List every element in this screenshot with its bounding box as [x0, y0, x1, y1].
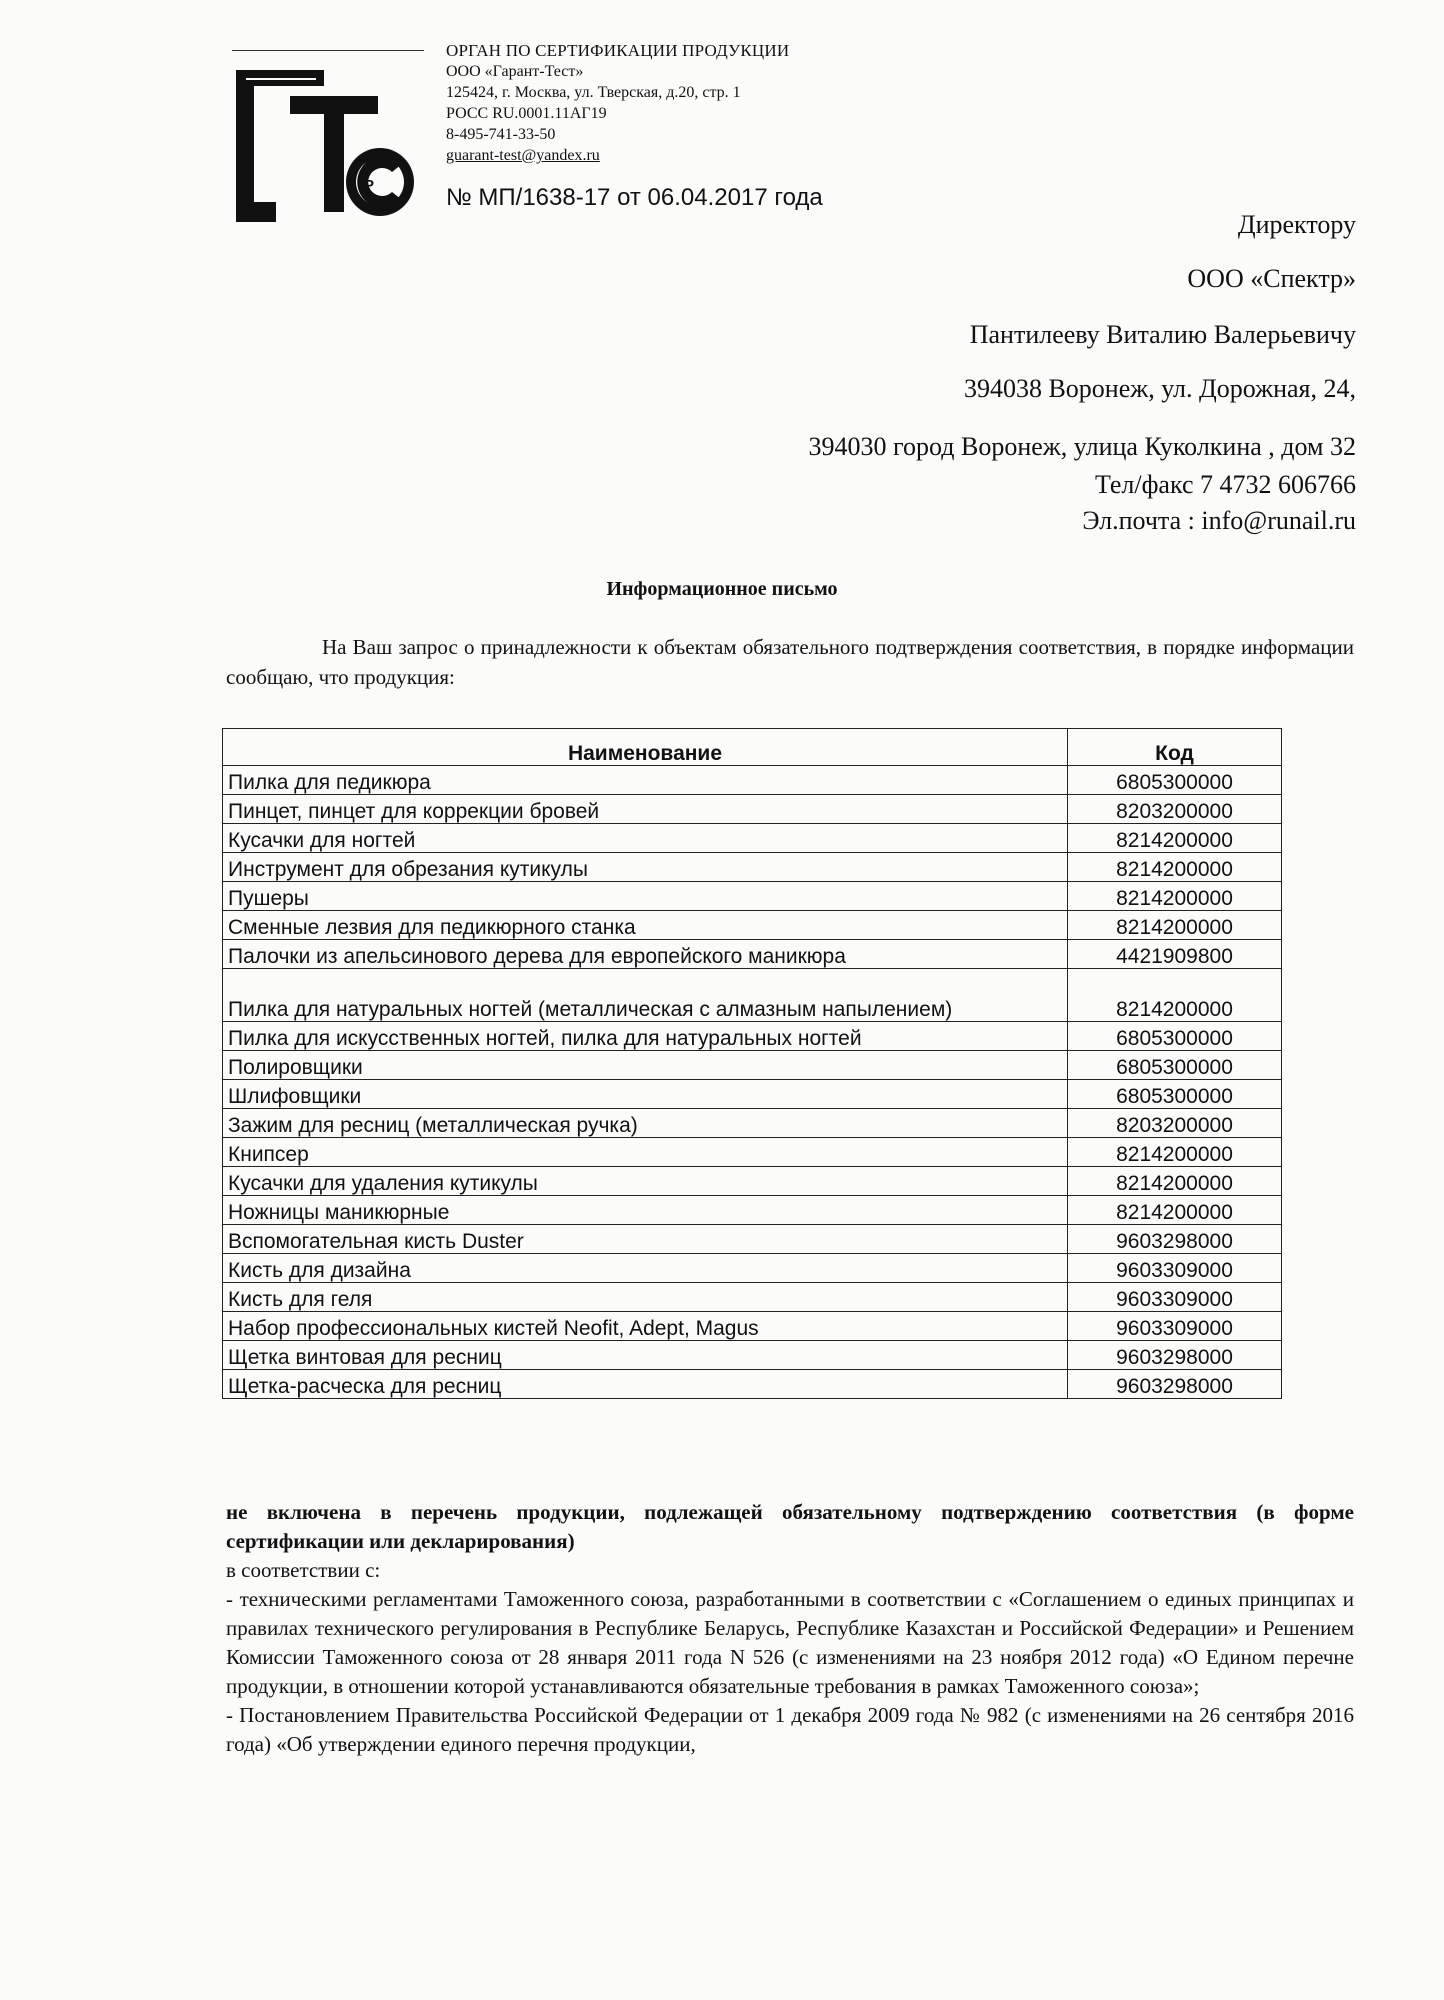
products-table	[222, 728, 1282, 1399]
table-header-row	[223, 729, 1282, 766]
product-name: Пушеры	[223, 882, 1068, 911]
table-row	[223, 1254, 1282, 1283]
table-row	[223, 940, 1282, 969]
table-row	[223, 766, 1282, 795]
letter-title: Информационное письмо	[606, 578, 838, 600]
recipient-email: Эл.почта : info@runail.ru	[1082, 506, 1356, 535]
product-code: 8214200000	[1068, 853, 1282, 882]
product-code: 8214200000	[1068, 1167, 1282, 1196]
product-name: Пилка для натуральных ногтей (металлическая с алмазным напылением)	[223, 969, 1068, 1022]
org-email[interactable]: guarant-test@yandex.ru	[446, 147, 600, 164]
product-code: 9603309000	[1068, 1312, 1282, 1341]
product-code: 9603298000	[1068, 1341, 1282, 1370]
product-name: Шлифовщики	[223, 1080, 1068, 1109]
table-row	[223, 1196, 1282, 1225]
product-name: Щетка-расческа для ресниц	[223, 1370, 1068, 1399]
letter-intro: На Ваш запрос о принадлежности к объектам обязательного подтверждения соответствия, в порядке информации сообщаю, что продукция:	[226, 635, 1354, 689]
product-code: 6805300000	[1068, 1080, 1282, 1109]
product-code: 6805300000	[1068, 1022, 1282, 1051]
recipient-phone: Тел/факс 7 4732 606766	[1094, 470, 1356, 499]
org-line: 125424, г. Москва, ул. Тверская, д.20, стр. 1	[446, 84, 741, 101]
table-row	[223, 795, 1282, 824]
table-row	[223, 1225, 1282, 1254]
recipient-position: Директору	[1237, 210, 1356, 239]
product-name: Инструмент для обрезания кутикулы	[223, 853, 1068, 882]
product-code: 8214200000	[1068, 1138, 1282, 1167]
product-name: Пинцет, пинцет для коррекции бровей	[223, 795, 1068, 824]
conclusion-accordance: в соответствии с:	[226, 1558, 381, 1582]
table-row	[223, 1051, 1282, 1080]
column-header-name: Наименование	[223, 729, 1068, 766]
conclusion-block	[226, 1498, 1354, 1759]
org-line: РОСС RU.0001.11АГ19	[446, 105, 607, 122]
product-code: 8214200000	[1068, 1196, 1282, 1225]
product-code: 8203200000	[1068, 795, 1282, 824]
product-code: 8214200000	[1068, 882, 1282, 911]
table-row	[223, 853, 1282, 882]
product-name: Щетка винтовая для ресниц	[223, 1341, 1068, 1370]
product-name: Кусачки для ногтей	[223, 824, 1068, 853]
product-name: Пилка для искусственных ногтей, пилка для натуральных ногтей	[223, 1022, 1068, 1051]
table-row	[223, 1138, 1282, 1167]
product-name: Вспомогательная кисть Duster	[223, 1225, 1068, 1254]
table-row	[223, 1341, 1282, 1370]
recipient-address-2: 394030 город Воронеж, улица Куколкина , дом 32	[808, 432, 1356, 461]
table-row	[223, 1080, 1282, 1109]
product-name: Зажим для ресниц (металлическая ручка)	[223, 1109, 1068, 1138]
product-code: 9603309000	[1068, 1254, 1282, 1283]
product-code: 9603298000	[1068, 1370, 1282, 1399]
recipient-name: Пантилееву Виталию Валерьевичу	[969, 320, 1356, 349]
conclusion-item-1: - техническими регламентами Таможенного союза, разработанными в соответствии с «Соглашением о единых принципах и правилах технического регулирования в Республике Беларусь, Республике Казахстан и Российской Федерации» и Решением Комиссии Таможенного союза от 28 января 2011 года N 526 (с изменениями на 23 ноября 2012 года) «О Едином перечне продукции, в отношении которой устанавливаются обязательные требования в рамках Таможенного союза»;	[226, 1587, 1354, 1698]
logo-top-rule	[232, 50, 424, 51]
org-line: 8-495-741-33-50	[446, 126, 556, 143]
table-row	[223, 1370, 1282, 1399]
product-code: 8214200000	[1068, 969, 1282, 1022]
product-name: Ножницы маникюрные	[223, 1196, 1068, 1225]
product-name: Кисть для геля	[223, 1283, 1068, 1312]
product-name: Книпсер	[223, 1138, 1068, 1167]
recipient-company: ООО «Спектр»	[1187, 264, 1356, 293]
table-row	[223, 969, 1282, 1022]
conclusion-item-2: - Постановлением Правительства Российской Федерации от 1 декабря 2009 года № 982 (с изменениями на 26 сентября 2016 года) «Об утверждении единого перечня продукции,	[226, 1703, 1354, 1756]
product-name: Набор профессиональных кистей Neofit, Adept, Magus	[223, 1312, 1068, 1341]
org-line: ООО «Гарант-Тест»	[446, 63, 584, 80]
product-code: 8203200000	[1068, 1109, 1282, 1138]
conclusion-statement: не включена в перечень продукции, подлежащей обязательному подтверждению соответствия (в форме сертификации или декларирования)	[226, 1500, 1354, 1553]
product-code: 6805300000	[1068, 766, 1282, 795]
column-header-code: Код	[1068, 729, 1282, 766]
product-code: 9603309000	[1068, 1283, 1282, 1312]
product-code: 9603298000	[1068, 1225, 1282, 1254]
product-name: Палочки из апельсинового дерева для европейского маникюра	[223, 940, 1068, 969]
organization-details	[446, 40, 966, 166]
table-row	[223, 1167, 1282, 1196]
table-row	[223, 1312, 1282, 1341]
table-row	[223, 1283, 1282, 1312]
svg-text:P: P	[364, 177, 375, 194]
product-code: 4421909800	[1068, 940, 1282, 969]
product-name: Пилка для педикюра	[223, 766, 1068, 795]
product-name: Полировщики	[223, 1051, 1068, 1080]
product-code: 8214200000	[1068, 824, 1282, 853]
document-number: № МП/1638-17 от 06.04.2017 года	[446, 184, 823, 211]
table-row	[223, 911, 1282, 940]
table-row	[223, 1109, 1282, 1138]
table-row	[223, 824, 1282, 853]
product-name: Кусачки для удаления кутикулы	[223, 1167, 1068, 1196]
product-code: 8214200000	[1068, 911, 1282, 940]
product-name: Кисть для дизайна	[223, 1254, 1068, 1283]
org-line: ОРГАН ПО СЕРТИФИКАЦИИ ПРОДУКЦИИ	[446, 41, 790, 60]
recipient-address-1: 394038 Воронеж, ул. Дорожная, 24,	[963, 374, 1356, 403]
table-row	[223, 882, 1282, 911]
product-name: Сменные лезвия для педикюрного станка	[223, 911, 1068, 940]
organization-logo	[232, 52, 424, 232]
product-code: 6805300000	[1068, 1051, 1282, 1080]
table-row	[223, 1022, 1282, 1051]
